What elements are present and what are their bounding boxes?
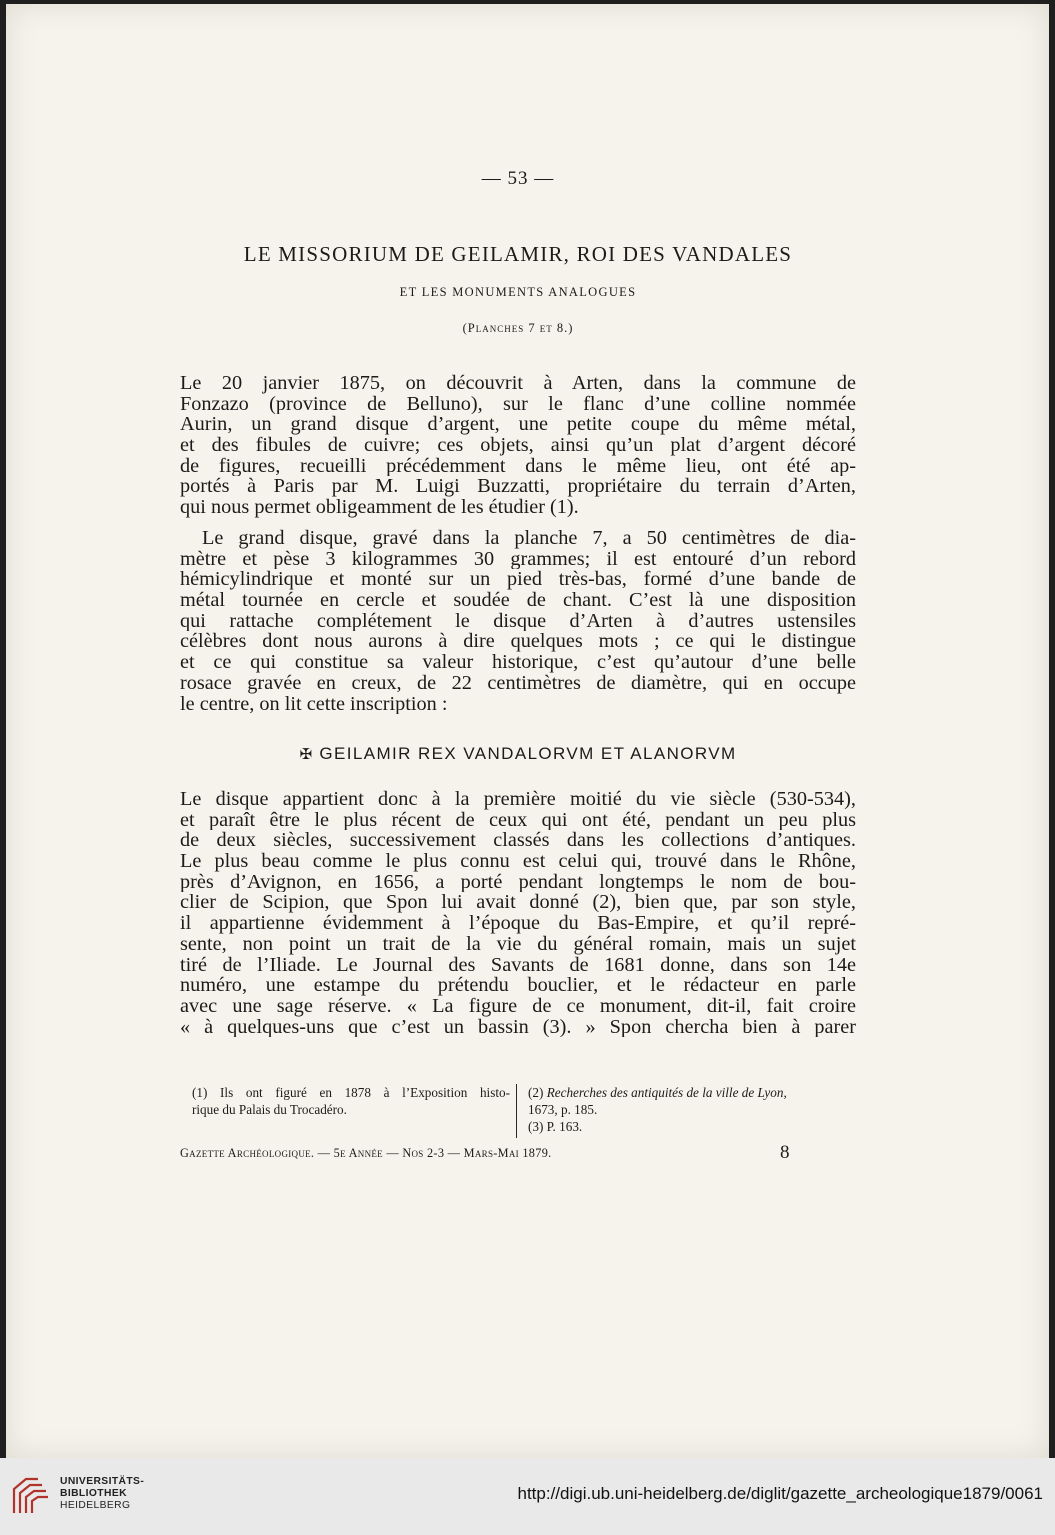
text-line: clier de Scipion, que Spon lui avait donné (2), bien que, par son style, — [180, 892, 856, 914]
text-line: métal tournée en cercle et soudée de chant. C’est là une disposition — [180, 590, 856, 611]
text-line: mètre et pèse 3 kilogrammes 30 grammes; il est entouré d’un rebord — [180, 548, 856, 570]
footnote-1 — [192, 1084, 510, 1118]
cross-icon: ✠ — [299, 745, 314, 763]
text-line: et des fibules de cuivre; ces objets, ainsi qu’un plat d’argent décoré — [180, 435, 856, 456]
source-url[interactable]: http://digi.ub.uni-heidelberg.de/diglit/gazette_archeologique1879/0061 — [517, 1484, 1043, 1503]
page-number: — 53 — — [481, 168, 555, 189]
inscription — [180, 744, 856, 764]
text-line: près d’Avignon, en 1656, a porté pendant longtemps le nom de bou- — [180, 871, 856, 893]
plates-reference: (Planches 7 et 8.) — [462, 321, 574, 335]
text-line: tiré de l’Iliade. Le Journal des Savants de 1681 donne, dans son 14e — [180, 954, 856, 976]
text-line: « à quelques-uns que c’est un bassin (3). » Spon chercha bien à parer — [180, 1016, 856, 1038]
text-line: Le grand disque, gravé dans la planche 7, a 50 centimètres de dia- — [202, 528, 856, 549]
text-line: hémicylindrique et monté sur un pied très-bas, formé d’une bande de — [180, 569, 856, 591]
text-line: numéro, une estampe du prétendu bouclier, et le rédacteur en parle — [180, 975, 856, 996]
page-scan — [6, 4, 1049, 1458]
footnote-number: (2) — [528, 1085, 544, 1100]
text-line: célèbres dont nous aurons à dire quelques mots ; ce qui le distingue — [180, 631, 856, 653]
text-line: et ce qui constitue sa valeur historique, c’est qu’autour d’une belle — [180, 652, 856, 673]
footnote-work-title: Recherches des antiquités de la ville de Lyon, — [546, 1085, 787, 1100]
paragraph-2 — [180, 528, 856, 714]
text-line: portés à Paris par M. Luigi Buzzatti, propriétaire du terrain d’Arten, — [180, 476, 856, 498]
article-title: LE MISSORIUM DE GEILAMIR, ROI DES VANDALES — [243, 242, 793, 266]
footnote-line: rique du Palais du Trocadéro. — [192, 1102, 347, 1117]
footnote-line — [528, 1084, 856, 1101]
text-line: avec une sage réserve. « La figure de ce monument, dit-il, fait croire — [180, 995, 856, 1017]
journal-info: Gazette Archéologique. — 5e Année — Nos 2-3 — Mars-Mai 1879. — [180, 1146, 552, 1160]
text-line: il appartienne évidemment à l’époque du Bas-Empire, et qu’il repré- — [180, 913, 856, 934]
text-line: Fonzazo (province de Belluno), sur le flanc d’une colline nommée — [180, 393, 856, 415]
library-name — [60, 1476, 144, 1512]
paragraph-3 — [180, 789, 856, 1037]
library-name-line: HEIDELBERG — [60, 1500, 131, 1511]
text-line: et paraît être le plus récent de ceux qui ont été, pendant un peu plus — [180, 809, 856, 831]
text-line: Le disque appartient donc à la première moitié du vie siècle (530-534), — [180, 789, 856, 810]
footnote-2-3 — [528, 1084, 856, 1135]
footnote-divider — [516, 1084, 517, 1138]
text-line: Le plus beau comme le plus connu est celui qui, trouvé dans le Rhône, — [180, 851, 856, 872]
library-name-line: UNIVERSITÄTS- — [60, 1476, 145, 1487]
text-line: Aurin, un grand disque d’argent, une petite coupe du même métal, — [180, 414, 856, 436]
text-line: qui nous permet obligeamment de les étudier (1). — [180, 497, 579, 518]
library-name-line: BIBLIOTHEK — [60, 1488, 127, 1499]
library-bar — [0, 1458, 1055, 1535]
footnote-line: 1673, p. 185. — [528, 1102, 598, 1117]
paragraph-1 — [180, 373, 856, 518]
inscription-text: GEILAMIR REX VANDALORVM ET ALANORVM — [319, 744, 737, 763]
text-line: de figures, recueilli précédemment dans le même lieu, ont été ap- — [180, 455, 856, 477]
library-logo-icon — [10, 1475, 52, 1517]
footnote-line: (1) Ils ont figuré en 1878 à l’Exposition histo- — [192, 1085, 510, 1100]
text-line: le centre, on lit cette inscription : — [180, 693, 448, 715]
text-line: rosace gravée en creux, de 22 centimètres de diamètre, qui en occupe — [180, 672, 856, 694]
text-line: qui rattache complétement le disque d’Arten à d’autres ustensiles — [180, 610, 856, 632]
footnote-line: (3) P. 163. — [528, 1119, 583, 1134]
sheet-number: 8 — [780, 1142, 790, 1163]
text-line: Le 20 janvier 1875, on découvrit à Arten, dans la commune de — [180, 373, 856, 394]
text-line: de deux siècles, successivement classés dans les collections d’antiques. — [180, 830, 856, 852]
article-subtitle: ET LES MONUMENTS ANALOGUES — [399, 285, 637, 299]
text-line: sente, non point un trait de la vie du général romain, mais un sujet — [180, 933, 856, 955]
page-footer — [180, 1142, 856, 1163]
